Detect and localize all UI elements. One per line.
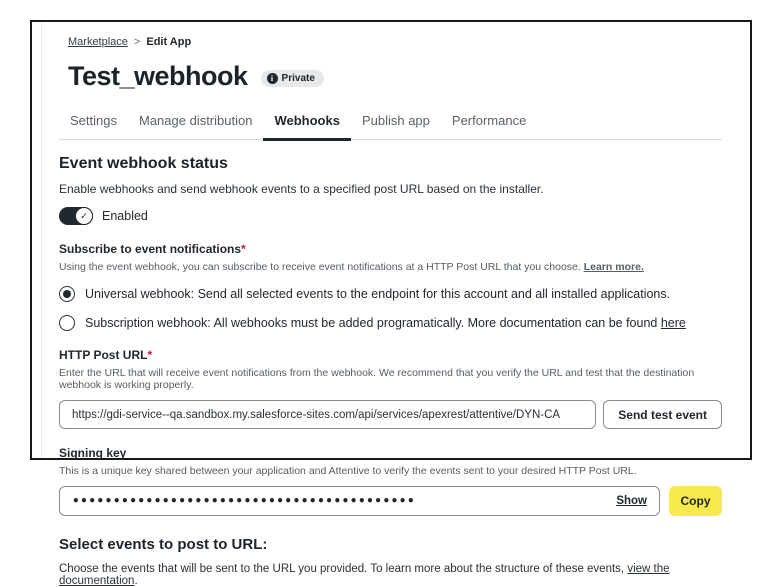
select-events-description-suffix: .	[134, 575, 138, 587]
http-post-url-input[interactable]	[59, 400, 596, 429]
enabled-toggle[interactable]	[59, 207, 93, 225]
required-asterisk: *	[241, 242, 246, 256]
tab-bar	[59, 113, 722, 140]
signing-key-label: Signing key	[59, 446, 127, 460]
main-content	[32, 22, 750, 587]
tab-performance[interactable]: Performance	[451, 113, 527, 128]
view-documentation-link[interactable]: view the documentation	[59, 563, 670, 587]
radio-subscription-desc: All webhooks must be added programatically. More documentation can be found	[213, 316, 658, 330]
subscribe-description	[59, 261, 722, 273]
toggle-label: Enabled	[102, 209, 148, 223]
select-events-description-text: Choose the events that will be sent to the URL you provided. To learn more about the structure of these events,	[59, 563, 628, 575]
show-key-link[interactable]: Show	[616, 495, 647, 507]
signing-key-row	[59, 486, 722, 516]
learn-more-link[interactable]: Learn more.	[583, 261, 644, 273]
radio-universal-label: Universal webhook:	[85, 287, 195, 301]
radio-universal-icon[interactable]	[59, 286, 75, 302]
page-title: Test_webhook	[68, 61, 248, 91]
app-window-frame	[30, 20, 752, 587]
title-row	[68, 61, 722, 92]
here-link[interactable]: here	[660, 316, 686, 330]
radio-subscription-text	[85, 316, 686, 330]
tab-settings[interactable]: Settings	[70, 113, 117, 128]
breadcrumb-marketplace-link[interactable]: Marketplace	[68, 36, 128, 48]
breadcrumb-current: Edit App	[146, 36, 192, 48]
required-asterisk: *	[147, 348, 153, 362]
http-post-url-label-text: HTTP Post URL	[59, 348, 148, 362]
signing-key-description: This is a unique key shared between your application and Attentive to verify the events sent to your desired HTTP Post URL.	[59, 465, 637, 477]
section-heading-status: Event webhook status	[59, 155, 228, 172]
info-icon[interactable]: i	[267, 73, 278, 84]
status-description: Enable webhooks and send webhook events to a specified post URL based on the installer.	[59, 182, 544, 196]
radio-subscription-icon[interactable]	[59, 315, 75, 331]
subscribe-label	[59, 242, 722, 256]
radio-option-universal[interactable]	[59, 286, 722, 302]
radio-universal-text	[85, 287, 670, 301]
breadcrumb-separator: >	[133, 36, 141, 48]
http-post-url-description: Enter the URL that will receive event notifications from the webhook. We recommend that you verify the URL and test that the destination webhook is working properly.	[59, 367, 695, 391]
radio-subscription-label: Subscription webhook:	[85, 316, 211, 330]
subscribe-label-text: Subscribe to event notifications	[59, 242, 242, 256]
signing-key-field	[59, 486, 660, 516]
http-post-url-label	[59, 348, 722, 362]
radio-option-subscription[interactable]	[59, 315, 722, 331]
tab-publish-app[interactable]: Publish app	[361, 113, 430, 128]
tab-webhooks[interactable]: Webhooks	[263, 113, 351, 141]
private-badge-label: Private	[281, 73, 315, 84]
private-badge	[261, 70, 324, 87]
copy-key-button[interactable]: Copy	[669, 486, 722, 516]
send-test-event-button[interactable]: Send test event	[603, 400, 722, 429]
toggle-row	[59, 207, 722, 225]
radio-universal-desc: Send all selected events to the endpoint for this account and all installed applications.	[197, 287, 671, 301]
select-events-description	[59, 563, 722, 587]
tab-manage-distribution[interactable]: Manage distribution	[138, 113, 253, 128]
breadcrumb	[68, 36, 722, 48]
subscribe-description-text: Using the event webhook, you can subscribe to receive event notifications at a HTTP Post URL that you choose.	[59, 261, 581, 273]
toggle-check-icon: ✓	[75, 207, 93, 225]
section-heading-select-events: Select events to post to URL:	[59, 536, 268, 553]
http-post-url-row	[59, 400, 722, 429]
signing-key-input[interactable]	[60, 487, 659, 515]
